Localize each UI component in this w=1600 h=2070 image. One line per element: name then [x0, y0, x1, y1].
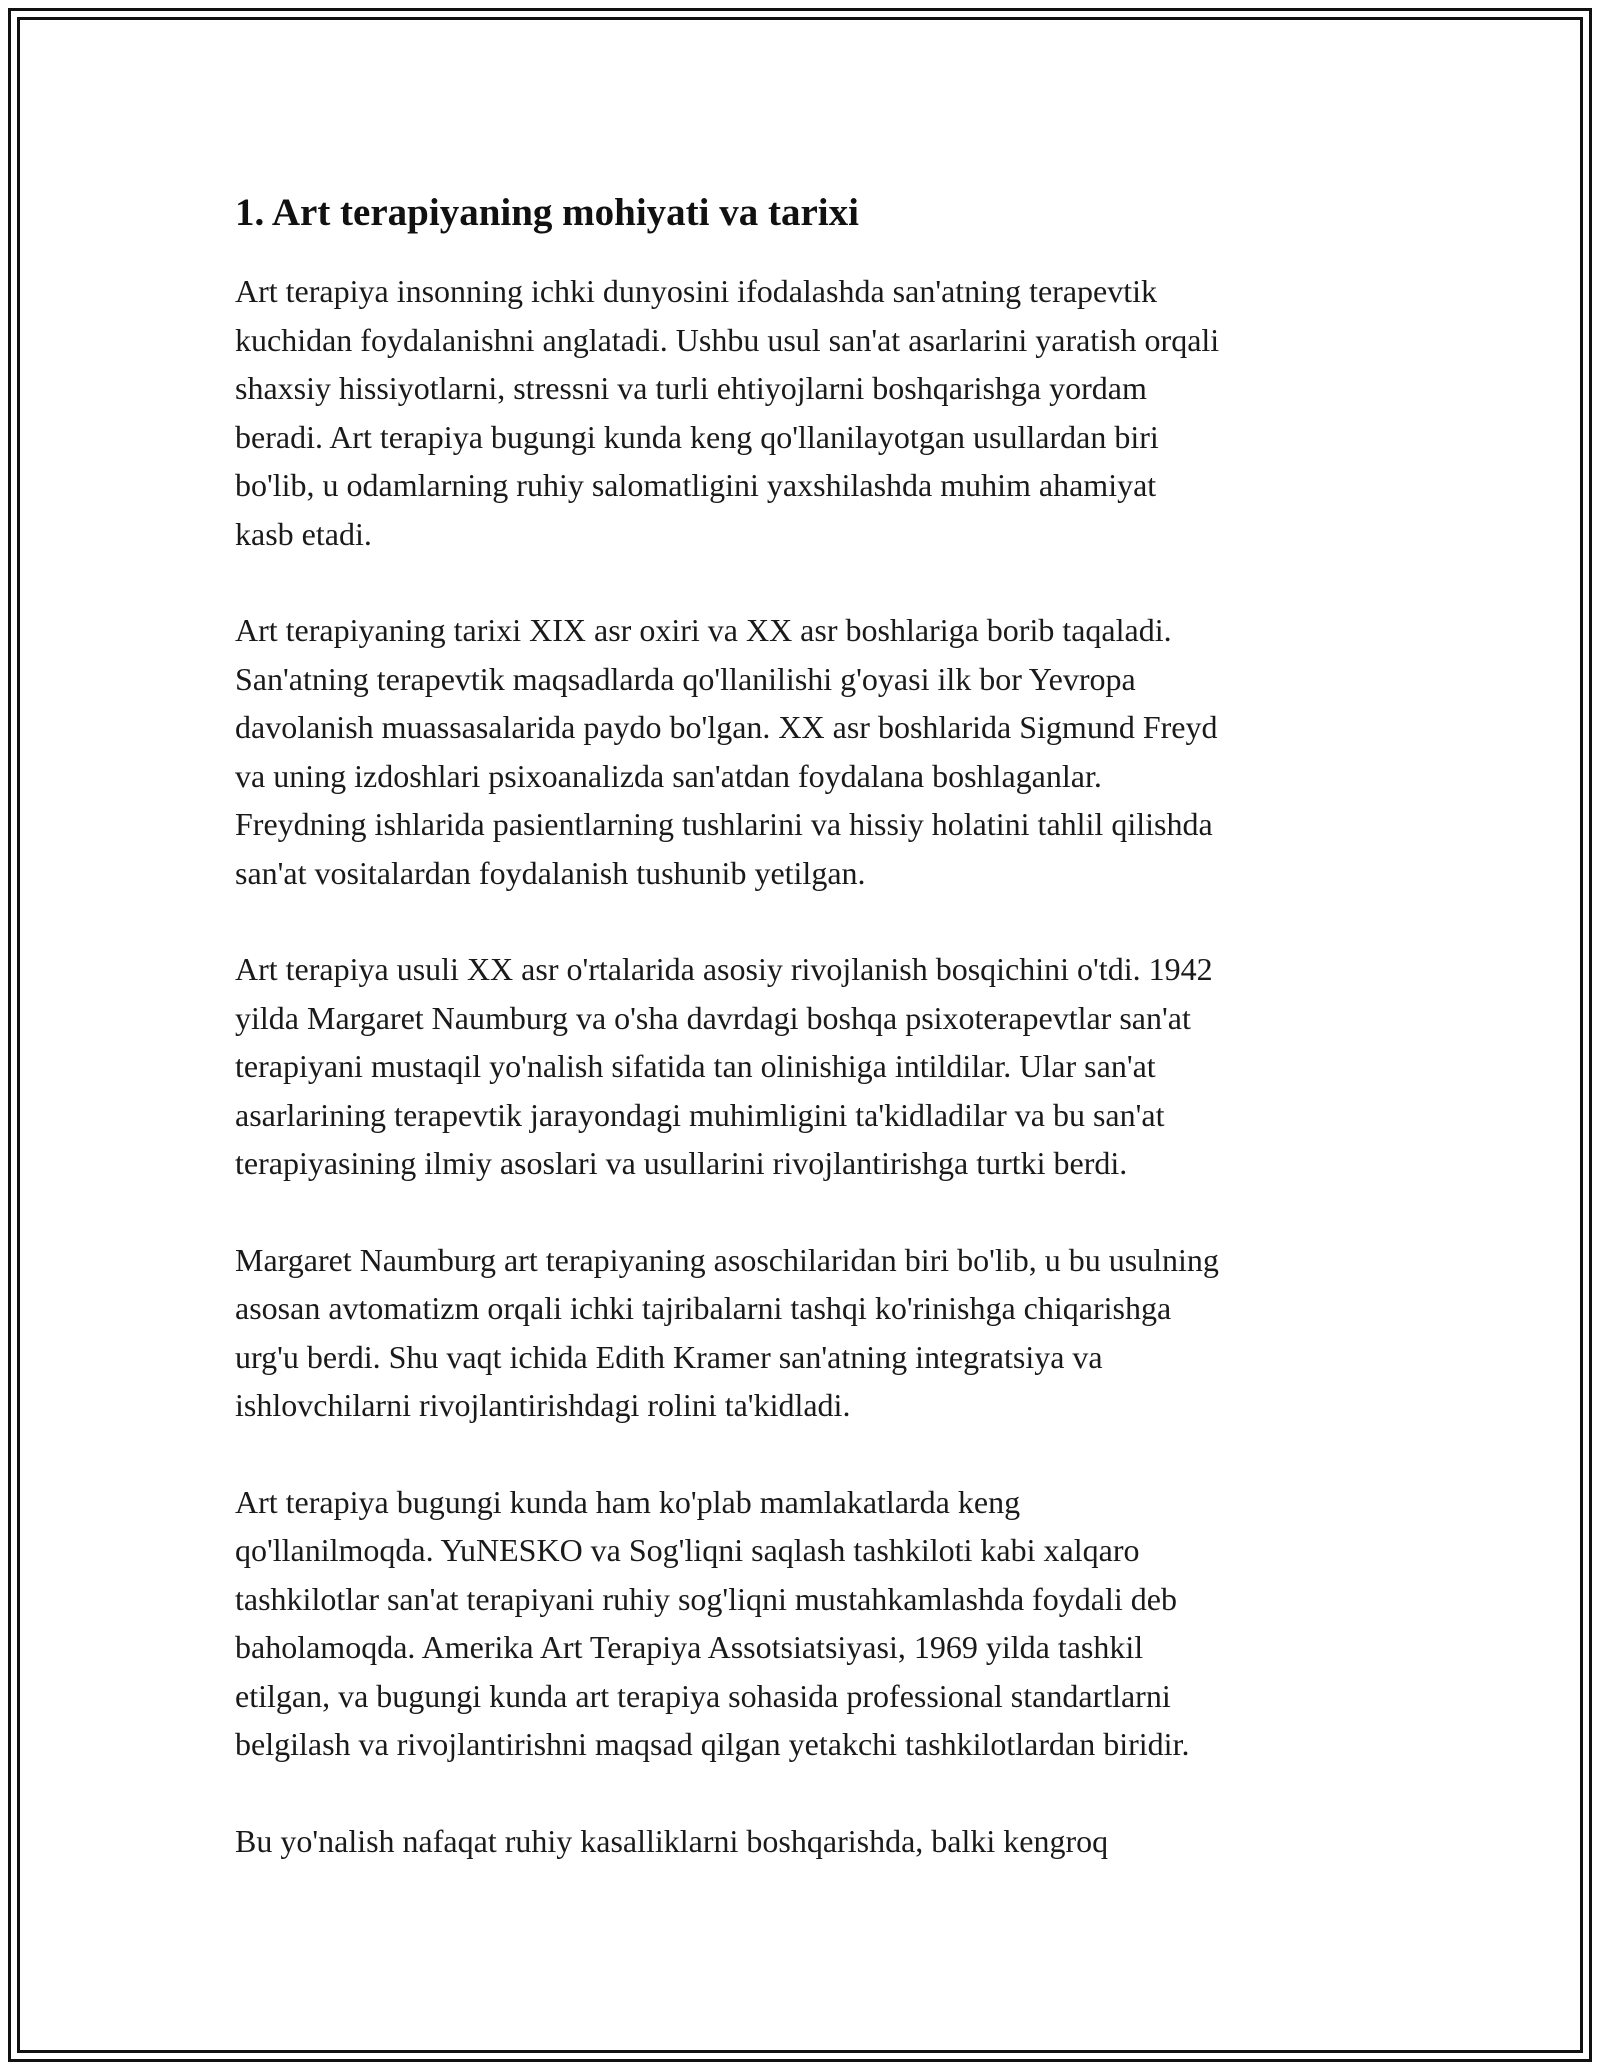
text-line: kasb etadi.	[235, 515, 372, 552]
text-line: kuchidan foydalanishni anglatadi. Ushbu usul san'at asarlarini yaratish orqali	[235, 321, 1220, 358]
text-line: Art terapiya bugungi kunda ham ko'plab mamlakatlarda keng	[235, 1483, 1021, 1520]
paragraph-2	[235, 606, 1375, 897]
text-line: baholamoqda. Amerika Art Terapiya Assotsiatsiyasi, 1969 yilda tashkil	[235, 1629, 1144, 1665]
text-line: yilda Margaret Naumburg va o'sha davrdagi boshqa psixoterapevtlar san'at	[235, 999, 1191, 1036]
text-line: belgilash va rivojlantirishni maqsad qilgan yetakchi tashkilotlardan biridir.	[235, 1726, 1190, 1762]
text-line: shaxsiy hissiyotlarni, stressni va turli ehtiyojlarni boshqarishga yordam	[235, 370, 1147, 406]
text-line: Art terapiya usuli XX asr o'rtalarida asosiy rivojlanish bosqichini o'tdi. 1942	[235, 951, 1213, 987]
text-line: asosan avtomatizm orqali ichki tajribalarni tashqi ko'rinishga chiqarishga	[235, 1290, 1172, 1326]
text-line: etilgan, va bugungi kunda art terapiya sohasida professional standartlarni	[235, 1677, 1171, 1714]
text-line: bo'lib, u odamlarning ruhiy salomatligini yaxshilashda muhim ahamiyat	[235, 467, 1157, 503]
text-line: va uning izdoshlari psixoanalizda san'atdan foydalana boshlaganlar.	[235, 757, 1102, 794]
paragraph-5	[235, 1478, 1375, 1769]
section-heading: 1. Art terapiyaning mohiyati va tarixi	[235, 191, 859, 234]
text-line: tashkilotlar san'at terapiyani ruhiy sog'liqni mustahkamlashda foydali deb	[235, 1580, 1177, 1617]
text-line: qo'llanilmoqda. YuNESKO va Sog'liqni saqlash tashkiloti kabi xalqaro	[235, 1532, 1140, 1568]
text-line: ishlovchilarni rivojlantirishdagi rolini ta'kidladi.	[235, 1387, 851, 1423]
text-line: davolanish muassasalarida paydo bo'lgan. XX asr boshlarida Sigmund Freyd	[235, 709, 1218, 745]
paragraph-1	[235, 267, 1375, 558]
text-line: Freydning ishlarida pasientlarning tushlarini va hissiy holatini tahlil qilishda	[235, 806, 1213, 842]
text-line: Margaret Naumburg art terapiyaning asoschilaridan biri bo'lib, u bu usulning	[235, 1241, 1219, 1278]
text-line: Bu yo'nalish nafaqat ruhiy kasalliklarni boshqarishda, balki kengroq	[235, 1822, 1109, 1859]
text-line: asarlarining terapevtik jarayondagi muhimligini ta'kidladilar va bu san'at	[235, 1096, 1165, 1133]
text-line: Art terapiyaning tarixi XIX asr oxiri va XX asr boshlariga borib taqaladi.	[235, 612, 1172, 648]
paragraph-6	[235, 1817, 1375, 1866]
text-line: beradi. Art terapiya bugungi kunda keng qo'llanilayotgan usullardan biri	[235, 418, 1159, 455]
text-line: san'at vositalardan foydalanish tushunib yetilgan.	[235, 854, 866, 891]
paragraph-4	[235, 1236, 1375, 1430]
text-line: terapiyasining ilmiy asoslari va usullarini rivojlantirishga turtki berdi.	[235, 1145, 1128, 1181]
text-line: San'atning terapevtik maqsadlarda qo'llanilishi g'oyasi ilk bor Yevropa	[235, 660, 1136, 697]
text-line: Art terapiya insonning ichki dunyosini ifodalashda san'atning terapevtik	[235, 273, 1157, 309]
text-line: terapiyani mustaqil yo'nalish sifatida tan olinishiga intildilar. Ular san'at	[235, 1048, 1156, 1084]
paragraph-3	[235, 945, 1375, 1188]
text-line: urg'u berdi. Shu vaqt ichida Edith Kramer san'atning integratsiya va	[235, 1338, 1103, 1375]
document-body	[235, 185, 1375, 1913]
